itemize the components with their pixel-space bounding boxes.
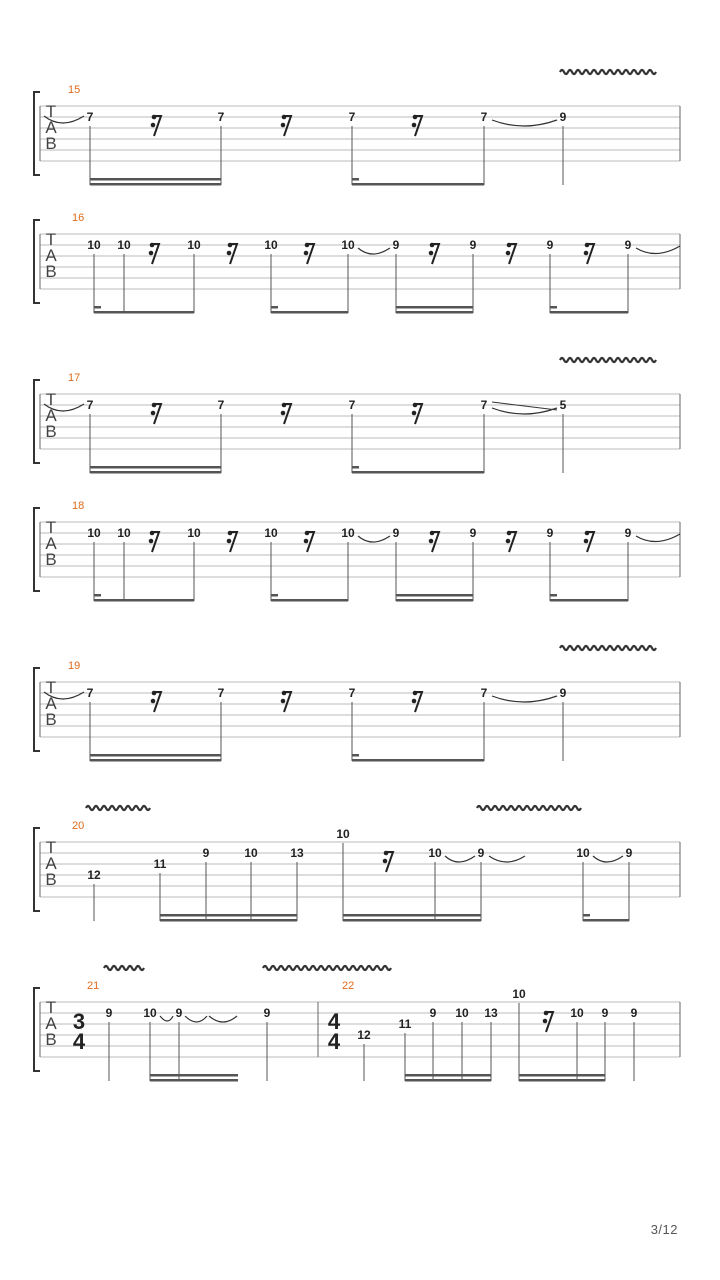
fret-number: 10 (264, 238, 278, 252)
beam-secondary (396, 594, 473, 597)
fret-number: 7 (348, 686, 356, 700)
vibrato-mark (560, 646, 656, 650)
system-bracket (34, 380, 40, 463)
fret-number: 7 (217, 398, 225, 412)
fret-number: 9 (263, 1006, 271, 1020)
rest-dot (228, 531, 233, 536)
fret-number: 10 (341, 526, 355, 540)
fret-number: 10 (512, 987, 526, 1001)
fret-number: 9 (202, 846, 210, 860)
vibrato-mark (104, 966, 144, 970)
tab-staff (34, 500, 680, 602)
tie (492, 120, 557, 126)
fret-number: 10 (187, 238, 201, 252)
vibrato-mark (86, 806, 150, 810)
vibrato-mark (263, 966, 391, 970)
beam-secondary (94, 306, 101, 309)
measure-number: 21 (87, 980, 100, 992)
fret-number: 9 (630, 1006, 638, 1020)
fret-number: 10 (428, 846, 442, 860)
rest-dot (151, 123, 156, 128)
fret-number: 9 (546, 238, 554, 252)
rest-dot (305, 531, 310, 536)
beam (352, 471, 484, 474)
rest-dot (149, 539, 154, 544)
rest-dot (150, 531, 155, 536)
fret-number: 13 (484, 1006, 498, 1020)
fret-number: 10 (187, 526, 201, 540)
page-number: 3/12 (650, 1222, 678, 1237)
rest-dot (412, 699, 417, 704)
fret-number: 13 (290, 846, 304, 860)
fret-number: 10 (117, 526, 131, 540)
beam-secondary (583, 914, 590, 917)
beam (343, 919, 481, 922)
rest-dot (412, 411, 417, 416)
tab-clef-b: B (45, 134, 57, 153)
tab-clef-t: T (45, 230, 57, 249)
tie (489, 856, 525, 862)
fret-number: 9 (624, 526, 632, 540)
measure-number: 22 (342, 980, 355, 992)
beam (352, 759, 484, 762)
tie (445, 856, 475, 862)
fret-number: 11 (153, 857, 167, 871)
beam-secondary (352, 754, 359, 757)
tab-staff (34, 820, 680, 922)
time-signature-bottom: 4 (72, 1029, 86, 1054)
fret-number: 7 (480, 110, 488, 124)
beam (550, 311, 628, 314)
vibrato-mark (560, 358, 656, 362)
fret-number: 7 (86, 686, 94, 700)
tab-clef-b: B (45, 422, 57, 441)
beam (550, 599, 628, 602)
rest-dot (585, 531, 590, 536)
tab-clef-b: B (45, 710, 57, 729)
beam (352, 183, 484, 186)
beam-secondary (352, 178, 359, 181)
fret-number: 10 (87, 526, 101, 540)
rest-dot (305, 243, 310, 248)
fret-number: 7 (348, 110, 356, 124)
fret-number: 10 (336, 827, 350, 841)
system-bracket (34, 220, 40, 303)
fret-number: 9 (601, 1006, 609, 1020)
rest-dot (507, 531, 512, 536)
vibrato-mark (560, 70, 656, 74)
fret-number: 10 (87, 238, 101, 252)
vibrato-mark (477, 806, 581, 810)
beam-secondary (160, 914, 297, 917)
fret-number: 9 (469, 238, 477, 252)
measure-number: 15 (68, 84, 81, 96)
beam-secondary (352, 466, 359, 469)
measure-number: 17 (68, 372, 81, 384)
tab-clef-b: B (45, 550, 57, 569)
tie (209, 1016, 237, 1022)
fret-number: 10 (570, 1006, 584, 1020)
measure-number: 20 (72, 820, 85, 832)
tab-staff (34, 660, 680, 762)
fret-number: 9 (625, 846, 633, 860)
tab-clef-a: A (45, 694, 57, 713)
tie (636, 246, 680, 254)
fret-number: 12 (87, 868, 101, 882)
slide-line (492, 402, 557, 410)
rest-dot (152, 691, 157, 696)
rest-dot (429, 539, 434, 544)
tie (185, 1016, 207, 1022)
beam (396, 599, 473, 602)
rest-dot (228, 243, 233, 248)
beam (519, 1079, 605, 1082)
beam-secondary (90, 178, 221, 181)
rest-dot (281, 411, 286, 416)
rest-dot (584, 539, 589, 544)
tab-clef-t: T (45, 390, 57, 409)
tab-clef-b: B (45, 1030, 57, 1049)
fret-number: 7 (86, 110, 94, 124)
tie (636, 534, 680, 542)
tab-staff (34, 84, 680, 186)
tab-clef-t: T (45, 838, 57, 857)
beam-secondary (550, 594, 557, 597)
rest-dot (413, 403, 418, 408)
fret-number: 9 (546, 526, 554, 540)
fret-number: 7 (86, 398, 94, 412)
fret-number: 9 (175, 1006, 183, 1020)
rest-dot (281, 699, 286, 704)
fret-number: 10 (576, 846, 590, 860)
beam-secondary (94, 594, 101, 597)
fret-number: 9 (559, 110, 567, 124)
beam-secondary (90, 466, 221, 469)
fret-number: 9 (477, 846, 485, 860)
measure-number: 16 (72, 212, 85, 224)
fret-number: 9 (469, 526, 477, 540)
tab-clef-t: T (45, 518, 57, 537)
beam-secondary (396, 306, 473, 309)
rest-dot (152, 403, 157, 408)
rest-dot (507, 243, 512, 248)
time-signature-top: 4 (327, 1009, 341, 1034)
tab-clef-b: B (45, 870, 57, 889)
rest-dot (152, 115, 157, 120)
fret-number: 7 (217, 686, 225, 700)
rest-dot (413, 691, 418, 696)
tab-clef-t: T (45, 678, 57, 697)
rest-dot (282, 691, 287, 696)
fret-number: 12 (357, 1028, 371, 1042)
beam-secondary (90, 754, 221, 757)
rest-dot (304, 251, 309, 256)
beam-secondary (405, 1074, 491, 1077)
fret-number: 9 (559, 686, 567, 700)
fret-number: 10 (143, 1006, 157, 1020)
beam-secondary (550, 306, 557, 309)
beam (583, 919, 629, 922)
beam-secondary (150, 1074, 238, 1077)
beam (271, 311, 348, 314)
fret-number: 7 (480, 398, 488, 412)
tab-clef-t: T (45, 998, 57, 1017)
system-bracket (34, 828, 40, 911)
rest-dot (384, 851, 389, 856)
rest-dot (413, 115, 418, 120)
tab-staff (34, 980, 680, 1082)
rest-dot (506, 539, 511, 544)
system-bracket (34, 508, 40, 591)
fret-number: 9 (105, 1006, 113, 1020)
beam (160, 919, 297, 922)
system-bracket (34, 668, 40, 751)
fret-number: 10 (455, 1006, 469, 1020)
rest-dot (430, 531, 435, 536)
tie (593, 856, 623, 862)
rest-dot (282, 403, 287, 408)
rest-dot (281, 123, 286, 128)
rest-dot (544, 1011, 549, 1016)
fret-number: 7 (217, 110, 225, 124)
beam (90, 183, 221, 186)
beam (90, 759, 221, 762)
beam-secondary (519, 1074, 605, 1077)
tie (160, 1016, 173, 1021)
tab-clef-a: A (45, 118, 57, 137)
tab-clef-a: A (45, 1014, 57, 1033)
rest-dot (149, 251, 154, 256)
measure-number: 19 (68, 660, 81, 672)
rest-dot (227, 539, 232, 544)
tab-staff (34, 212, 680, 314)
fret-number: 10 (264, 526, 278, 540)
fret-number: 9 (392, 526, 400, 540)
beam (271, 599, 348, 602)
beam (94, 599, 194, 602)
time-signature-top: 3 (72, 1009, 86, 1034)
beam (94, 311, 194, 314)
beam (405, 1079, 491, 1082)
fret-number: 5 (559, 398, 567, 412)
rest-dot (383, 859, 388, 864)
fret-number: 10 (341, 238, 355, 252)
fret-number: 7 (480, 686, 488, 700)
tab-clef-t: T (45, 102, 57, 121)
rest-dot (412, 123, 417, 128)
rest-dot (506, 251, 511, 256)
rest-dot (429, 251, 434, 256)
rest-dot (282, 115, 287, 120)
beam-secondary (343, 914, 481, 917)
beam-secondary (271, 594, 278, 597)
rest-dot (430, 243, 435, 248)
tab-clef-a: A (45, 406, 57, 425)
fret-number: 9 (624, 238, 632, 252)
rest-dot (150, 243, 155, 248)
fret-number: 10 (244, 846, 258, 860)
beam (150, 1079, 238, 1082)
tie (358, 248, 390, 254)
tie (492, 696, 557, 702)
rest-dot (543, 1019, 548, 1024)
tab-clef-a: A (45, 534, 57, 553)
fret-number: 11 (398, 1017, 412, 1031)
tab-clef-b: B (45, 262, 57, 281)
beam (90, 471, 221, 474)
rest-dot (151, 411, 156, 416)
tab-clef-a: A (45, 854, 57, 873)
rest-dot (227, 251, 232, 256)
rest-dot (584, 251, 589, 256)
fret-number: 9 (429, 1006, 437, 1020)
tie (358, 536, 390, 542)
tab-clef-a: A (45, 246, 57, 265)
time-signature-bottom: 4 (327, 1029, 341, 1054)
rest-dot (151, 699, 156, 704)
beam-secondary (271, 306, 278, 309)
rest-dot (304, 539, 309, 544)
fret-number: 10 (117, 238, 131, 252)
fret-number: 9 (392, 238, 400, 252)
system-bracket (34, 988, 40, 1071)
rest-dot (585, 243, 590, 248)
measure-number: 18 (72, 500, 85, 512)
tab-staff (34, 372, 680, 474)
system-bracket (34, 92, 40, 175)
fret-number: 7 (348, 398, 356, 412)
beam (396, 311, 473, 314)
